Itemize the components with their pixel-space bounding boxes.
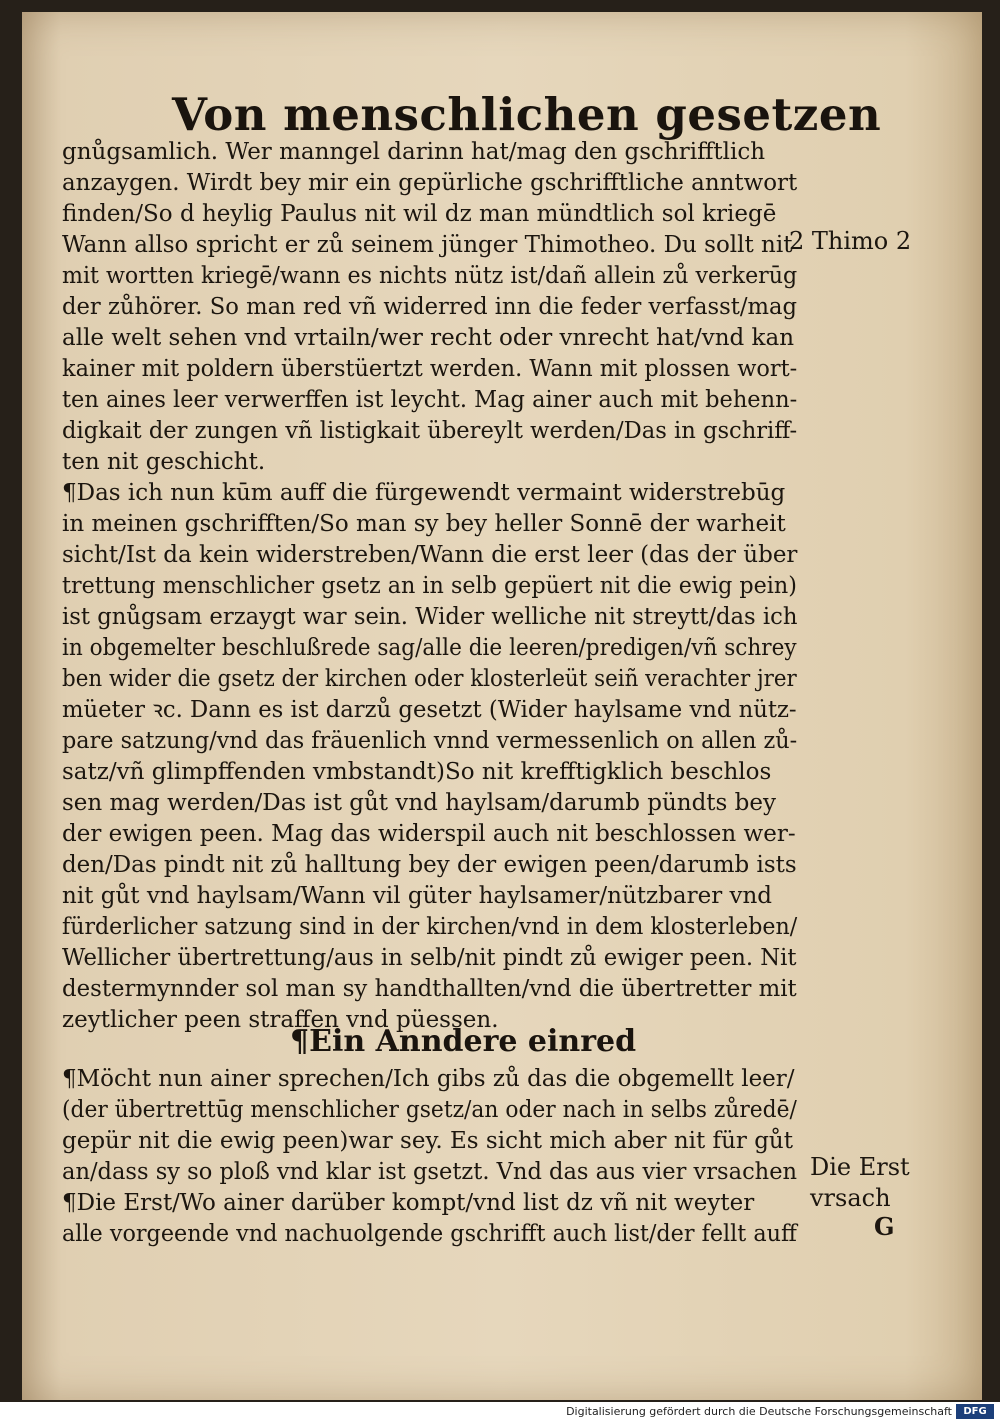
text-line: trettung menschlicher gsetz an in selb gepüert nit die ewig pein) [62, 573, 797, 599]
text-line: alle vorgeende vnd nachuolgende gschrifft auch list/der fellt auff [62, 1221, 797, 1247]
text-line: finden/So d heylig Paulus nit wil dz man mündtlich sol kriegē [62, 201, 777, 227]
text-line: destermynnder sol man sy handthallten/vnd die übertretter mit [62, 976, 797, 1002]
text-line: den/Das pindt nit zů halltung bey der ewigen peen/darumb ists [62, 852, 797, 878]
marginal-note-erst: Die Erst [810, 1153, 910, 1181]
text-line: digkait der zungen vñ listigkait übereylt werden/Das in gschriff- [62, 418, 798, 444]
text-line: gnůgsamlich. Wer manngel darinn hat/mag den gschrifftlich [62, 139, 766, 165]
text-line: ben wider die gsetz der kirchen oder klosterleüt seiñ verachter jrer [62, 666, 797, 692]
text-line: müeter ꝛc. Dann es ist darzů gesetzt (Wider haylsame vnd nütz- [62, 697, 797, 723]
text-line: nit gůt vnd haylsam/Wann vil güter haylsamer/nützbarer vnd [62, 883, 773, 909]
running-header: Von menschlichen gesetzen [172, 88, 882, 141]
dfg-logo: DFG [956, 1404, 994, 1419]
text-line: ¶Möcht nun ainer sprechen/Ich gibs zů das die obgemellt leer/ [62, 1066, 795, 1092]
section-heading: ¶Ein Anndere einred [290, 1024, 637, 1059]
text-line: gepür nit die ewig peen)war sey. Es sicht mich aber nit für gůt [62, 1128, 793, 1154]
text-line: der ewigen peen. Mag das widerspil auch nit beschlossen wer- [62, 821, 796, 847]
text-line: Wellicher übertrettung/aus in selb/nit pindt zů ewiger peen. Nit [62, 945, 797, 971]
marginal-note-vrsach: vrsach [810, 1184, 891, 1212]
text-line: in obgemelter beschlußrede sag/alle die leeren/predigen/vñ schrey [62, 635, 797, 661]
text-line: alle welt sehen vnd vrtailn/wer recht oder vnrecht hat/vnd kan [62, 325, 795, 351]
text-line: fürderlicher satzung sind in der kirchen/vnd in dem klosterleben/ [62, 914, 798, 940]
text-line: sicht/Ist da kein widerstreben/Wann die erst leer (das der über [62, 542, 798, 568]
text-line: der zůhörer. So man red vñ widerred inn die feder verfasst/mag [62, 294, 797, 320]
text-line: ten aines leer verwerffen ist leycht. Mag ainer auch mit behenn- [62, 387, 798, 413]
text-line: an/dass sy so ploß vnd klar ist gsetzt. Vnd das aus vier vrsachen [62, 1159, 798, 1185]
text-line: kainer mit poldern überstüertzt werden. Wann mit plossen wort- [62, 356, 798, 382]
text-line: (der übertrettūg menschlicher gsetz/an oder nach in selbs zůredē/ [62, 1097, 797, 1123]
text-line: in meinen gschrifften/So man sy bey heller Sonnē der warheit [62, 511, 786, 537]
text-line: mit wortten kriegē/wann es nichts nütz ist/dañ allein zů verkerūg [62, 263, 798, 289]
footer-bar [0, 1402, 1000, 1422]
text-line: zeytlicher peen straffen vnd püessen. [62, 1007, 499, 1033]
text-line: ¶Das ich nun kūm auff die fürgewendt vermaint widerstrebūg [62, 480, 786, 506]
funding-credit: Digitalisierung gefördert durch die Deutsche Forschungsgemeinschaft [566, 1405, 952, 1418]
text-line: ¶Die Erst/Wo ainer darüber kompt/vnd list dz vñ nit weyter [62, 1190, 755, 1216]
text-line: sen mag werden/Das ist gůt vnd haylsam/darumb pündts bey [62, 790, 776, 816]
text-line: ten nit geschicht. [62, 449, 266, 475]
text-line: ist gnůgsam erzaygt war sein. Wider welliche nit streytt/das ich [62, 604, 798, 630]
marginal-note-thimo: 2 Thimo 2 [789, 227, 912, 255]
text-line: satz/vñ glimpffenden vmbstandt)So nit krefftigklich beschlos [62, 759, 772, 785]
signature-mark: G [874, 1212, 895, 1241]
text-line: pare satzung/vnd das fräuenlich vnnd vermessenlich on allen zů- [62, 728, 798, 754]
text-line: anzaygen. Wirdt bey mir ein gepürliche gschrifftliche anntwort [62, 170, 798, 196]
text-line: Wann allso spricht er zů seinem jünger Thimotheo. Du sollt nit [62, 232, 793, 258]
book-page [22, 12, 982, 1400]
